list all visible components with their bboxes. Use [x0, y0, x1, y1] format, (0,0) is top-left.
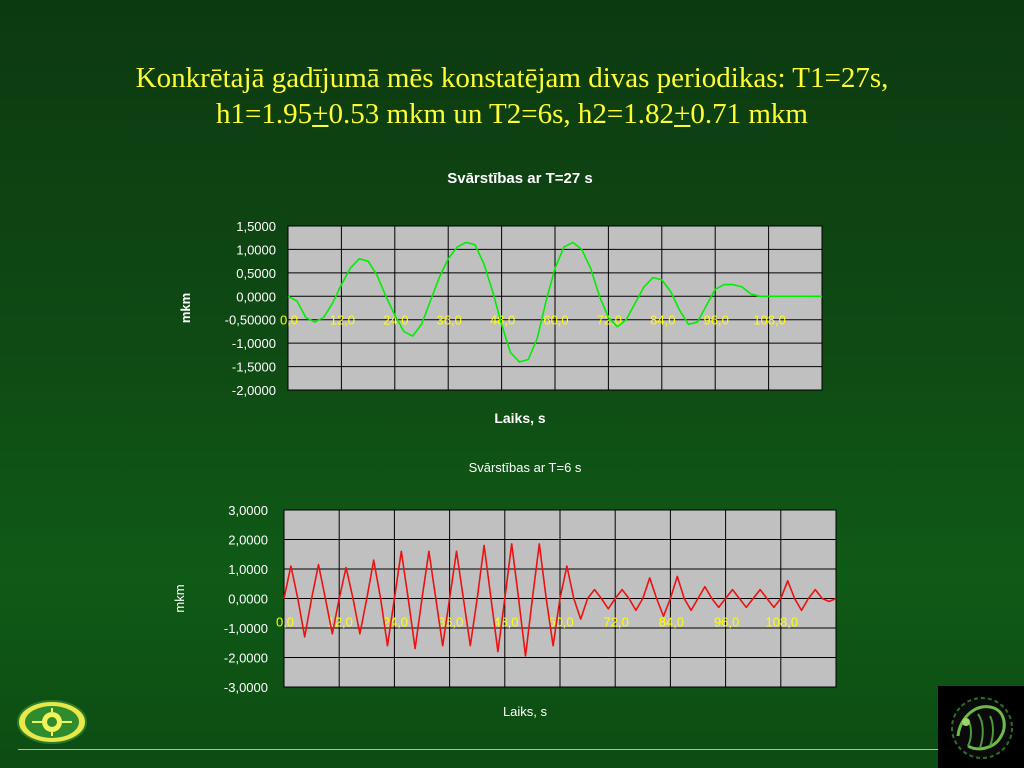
x-tick-label: 96,0 — [703, 312, 729, 328]
x-tick-label: 0,0 — [279, 312, 299, 328]
y-tick-label: -0,50000 — [224, 312, 276, 328]
title-segment: h1=1.95 — [215, 98, 313, 130]
x-tick-label: 60,0 — [543, 312, 569, 328]
x-tick-label: 72,0 — [603, 614, 629, 630]
y-tick-label: 1,0000 — [228, 562, 268, 577]
y-tick-label: -1,0000 — [231, 336, 276, 352]
y-tick-label: 3,0000 — [228, 503, 268, 518]
x-tick-label: 24,0 — [382, 614, 409, 630]
x-tick-label: 36,0 — [436, 312, 462, 328]
y-axis-label: mkm — [172, 584, 187, 613]
x-tick-label: 84,0 — [650, 312, 676, 328]
x-tick-label: 36,0 — [437, 614, 464, 630]
y-tick-label: -1,5000 — [231, 359, 276, 375]
y-tick-label: -2,0000 — [223, 650, 268, 666]
title-segment: 0.71 mkm — [690, 98, 808, 130]
x-tick-label: 0,0 — [275, 614, 295, 630]
x-tick-label: 48,0 — [493, 614, 519, 630]
logo-right-icon — [938, 686, 1024, 768]
x-tick-label: 108,0 — [765, 614, 799, 630]
x-tick-label: 96,0 — [713, 614, 740, 630]
plus-minus-sign: + — [312, 98, 329, 130]
x-tick-label: 12,0 — [327, 614, 353, 630]
footer-rule — [18, 749, 938, 750]
y-tick-label: 1,0000 — [236, 242, 276, 258]
y-tick-label: -3,0000 — [223, 680, 268, 695]
y-tick-label: 1,5000 — [236, 219, 276, 234]
title-segment: 0.53 mkm un T2=6s, h2=1.82 — [328, 98, 675, 130]
y-tick-label: -1,0000 — [223, 621, 268, 636]
y-tick-label: 2,0000 — [228, 532, 268, 548]
x-tick-label: 48,0 — [489, 312, 516, 328]
x-tick-label: 108,0 — [753, 312, 786, 328]
chart-title: Svārstības ar T=27 s — [447, 170, 593, 187]
logo-left-icon — [16, 699, 88, 745]
x-axis-label: Laiks, s — [494, 410, 546, 426]
chart-title: Svārstības ar T=6 s — [468, 460, 582, 475]
x-tick-label: 12,0 — [329, 312, 356, 328]
x-tick-label: 60,0 — [548, 614, 574, 630]
y-axis-label: mkm — [178, 292, 193, 324]
y-tick-label: 0,0000 — [236, 289, 276, 305]
y-tick-label: -2,0000 — [231, 383, 276, 398]
y-tick-label: 0,5000 — [236, 265, 276, 281]
x-tick-label: 24,0 — [383, 312, 409, 328]
x-tick-label: 72,0 — [596, 312, 623, 328]
y-tick-label: 0,0000 — [228, 591, 268, 607]
x-axis-label: Laiks, s — [502, 704, 548, 719]
plus-minus-sign: + — [674, 98, 691, 130]
x-tick-label: 84,0 — [658, 614, 685, 630]
slide-title-line-1: Konkrētajā gadījumā mēs konstatējam divas periodikas: T1=27s, — [135, 62, 889, 94]
